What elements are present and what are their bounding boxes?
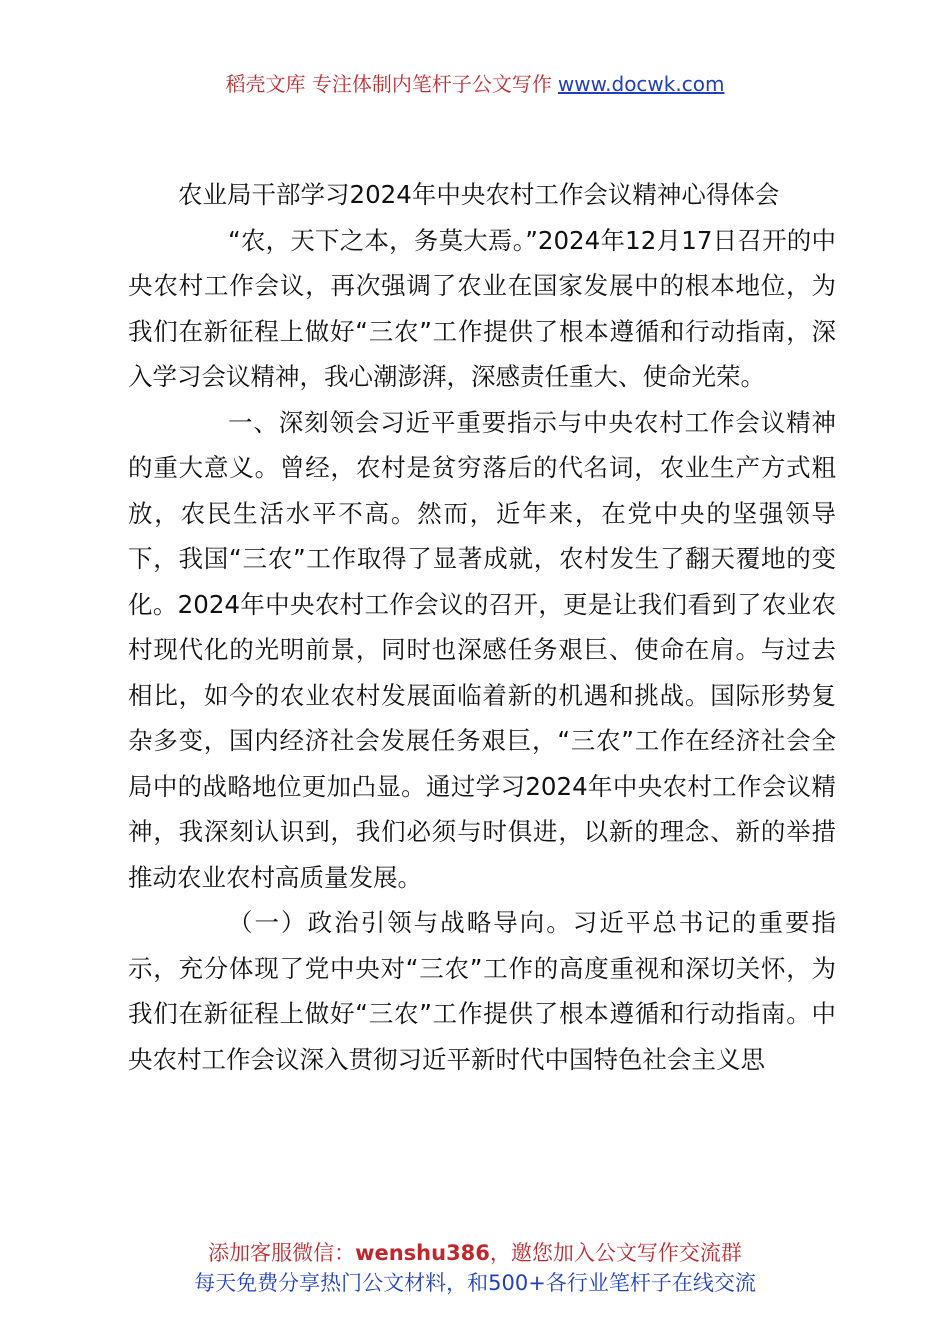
- document-body: [128, 172, 836, 1082]
- footer-contact-line: [0, 1238, 950, 1268]
- paragraph-subsection-one: （一）政治引领与战略导向。习近平总书记的重要指示，充分体现了党中央对“三农”工作的高度重视和深切关怀，为我们在新征程上做好“三农”工作提供了根本遵循和行动指南。中央农村工作会议深入贯彻习近平新时代中国特色社会主义思: [128, 908, 836, 1074]
- paragraph-section-one: 一、深刻领会习近平重要指示与中央农村工作会议精神的重大意义。曾经，农村是贫穷落后的代名词，农业生产方式粗放，农民生活水平不高。然而，近年来，在党中央的坚强领导下，我国“三农”工作取得了显著成就，农村发生了翻天覆地的变化。2024年中央农村工作会议的召开，更是让我们看到了农业农村现代化的光明前景，同时也深感任务艰巨、使命在肩。与过去相比，如今的农业农村发展面临着新的机遇和挑战。国际形势复杂多变，国内经济社会发展任务艰巨，“三农”工作在经济社会全局中的战略地位更加凸显。通过学习2024年中央农村工作会议精神，我深刻认识到，我们必须与时俱进，以新的理念、新的举措推动农业农村高质量发展。: [128, 407, 836, 892]
- footer-wechat-id: wenshu386: [355, 1241, 490, 1265]
- footer-contact-prefix: 添加客服微信：: [208, 1241, 356, 1265]
- footer-contact-suffix: ，邀您加入公文写作交流群: [489, 1241, 742, 1265]
- site-header: [0, 70, 950, 98]
- paragraph-intro: “农，天下之本，务莫大焉。”2024年12月17日召开的中央农村工作会议，再次强调了农业在国家发展中的根本地位，为我们在新征程上做好“三农”工作提供了根本遵循和行动指南，深入学习会议精神，我心潮澎湃，深感责任重大、使命光荣。: [128, 225, 836, 391]
- site-header-text: 稻壳文库 专注体制内笔杆子公文写作: [225, 72, 552, 96]
- footer-promo-line: 每天免费分享热门公文材料，和500+各行业笔杆子在线交流: [194, 1271, 756, 1295]
- site-footer: [0, 1238, 950, 1298]
- site-link[interactable]: www.docwk.com: [557, 72, 725, 96]
- document-title: 农业局干部学习2024年中央农村工作会议精神心得体会: [178, 180, 780, 209]
